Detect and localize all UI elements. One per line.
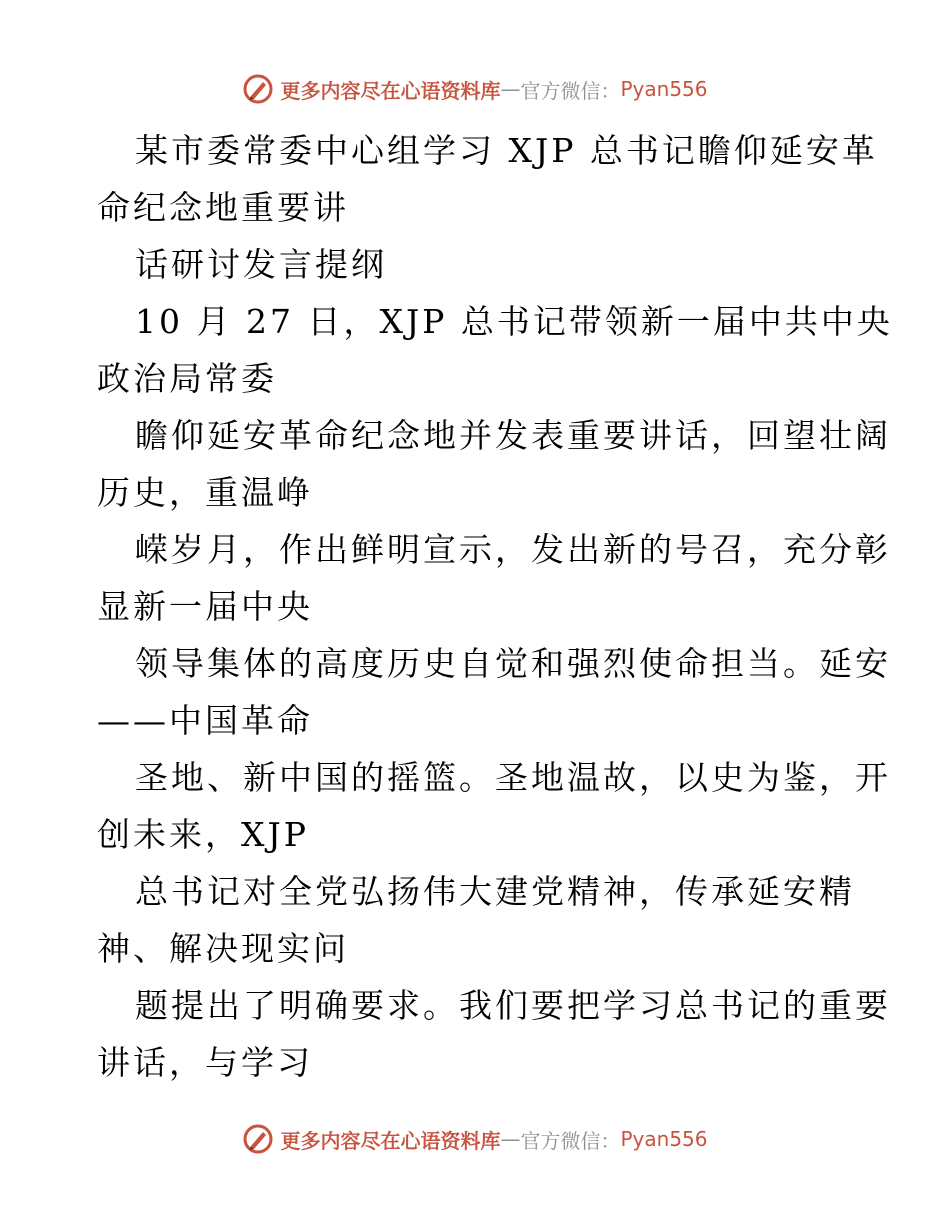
- watermark-separator: —: [500, 1127, 521, 1151]
- header-watermark: [0, 72, 950, 106]
- pen-logo-icon: [242, 1123, 274, 1155]
- text-line: 历史，重温峥: [97, 473, 313, 512]
- text-line: 圣地、新中国的摇篮。圣地温故，以史为鉴，开: [135, 758, 891, 797]
- text-line: 话研讨发言提纲: [135, 245, 387, 284]
- text-line: 某市委常委中心组学习 XJP 总书记瞻仰延安革: [135, 131, 878, 170]
- watermark-main-text: 更多内容尽在心语资料库: [280, 78, 501, 103]
- document-body: [97, 122, 893, 1091]
- watermark-separator: —: [500, 77, 521, 101]
- pen-logo-icon: [242, 73, 274, 105]
- text-line: 10 月 27 日，XJP 总书记带领新一届中共中央: [135, 302, 893, 341]
- text-line: 领导集体的高度历史自觉和强烈使命担当。延安: [135, 644, 891, 683]
- text-line: 讲话，与学习: [97, 1043, 313, 1082]
- text-line: 创未来，XJP: [97, 815, 309, 854]
- watermark-wechat-id: Pyan556: [620, 1127, 708, 1151]
- watermark-main-text: 更多内容尽在心语资料库: [280, 1128, 501, 1153]
- text-line: 政治局常委: [97, 359, 277, 398]
- text-line: ——中国革命: [97, 701, 313, 740]
- text-line: 命纪念地重要讲: [97, 188, 349, 227]
- text-line: 题提出了明确要求。我们要把学习总书记的重要: [135, 986, 891, 1025]
- footer-watermark: [0, 1122, 950, 1156]
- text-line: 总书记对全党弘扬伟大建党精神，传承延安精: [135, 872, 855, 911]
- text-line: 瞻仰延安革命纪念地并发表重要讲话，回望壮阔: [135, 416, 891, 455]
- watermark-wechat-id: Pyan556: [620, 77, 708, 101]
- watermark-sub-text: 官方微信：: [520, 1128, 621, 1153]
- text-line: 神、解决现实问: [97, 929, 349, 968]
- watermark-sub-text: 官方微信：: [520, 78, 621, 103]
- text-line: 嵘岁月，作出鲜明宣示，发出新的号召，充分彰: [135, 530, 891, 569]
- text-line: 显新一届中央: [97, 587, 313, 626]
